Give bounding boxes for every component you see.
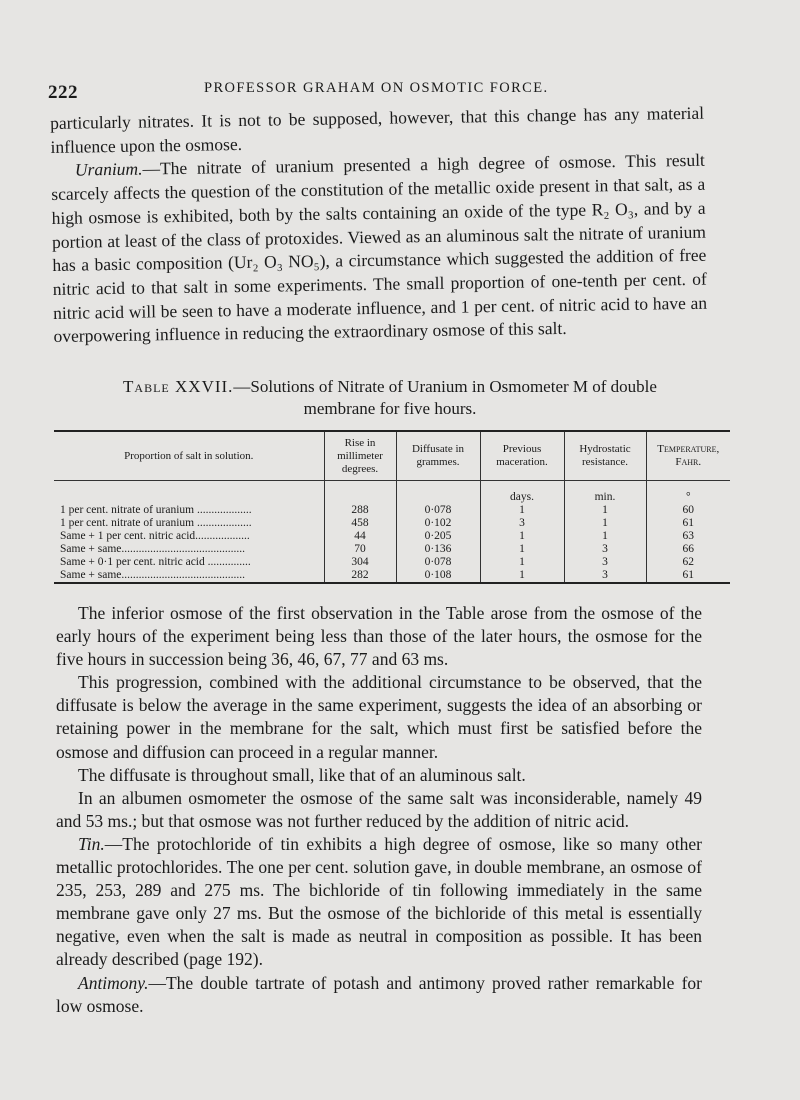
cell-rise: 288 xyxy=(324,504,396,517)
cell-maceration: 1 xyxy=(480,530,564,543)
paragraph-text: In an albumen osmometer the osmose of the same salt was inconsiderable, namely 49 and 53 ms.; but that osmose was not further reduced by the addition of nitric acid. xyxy=(56,787,702,831)
table-caption xyxy=(60,376,720,420)
unit-cell: ° xyxy=(646,481,730,505)
cell-rise: 70 xyxy=(324,543,396,556)
paragraph-text: —The protochloride of tin exhibits a high degree of osmose, like so many other metallic protochlorides. The one per cent. solution gave, in double membrane, an osmose of 235, 253, 289 and 275 ms. The bichloride of tin following immediately in the same membrane gave only 27 ms. But the osmose of the bichloride of this metal is essentially negative, even when the salt is made as neutral in composition as possible. It has been already described (page 192). xyxy=(56,833,702,970)
cell-resistance: 1 xyxy=(564,530,646,543)
table-row xyxy=(54,517,730,530)
paragraph-text: —The nitrate of uranium presented a high degree of osmose. This result scarcely affects the question of the constitution of the metallic oxide present in that salt, as a high osmose is exhibited, both by the salts containing an oxide of the type R₂ O₃, and by a portion at least of the class of protoxides. Viewed as an aluminous salt the nitrate of uranium has a basic composition (Ur₂ O₃ NO₅), a circumstance which suggested the addition of free nitric acid to that salt in some experiments. The small proportion of one-tenth per cent. of nitric acid will be seen to have a moderate influence, and 1 per cent. of nitric acid to have an overpowering influence in reducing the extraordinary osmose of this salt. xyxy=(51,150,708,347)
lower-text-block xyxy=(56,602,702,1018)
cell-temperature: 60 xyxy=(646,504,730,517)
cell-maceration: 1 xyxy=(480,569,564,583)
cell-resistance: 3 xyxy=(564,569,646,583)
paragraph-text: —The double tartrate of potash and antimony proved rather remarkable for low osmose. xyxy=(56,972,702,1016)
cell-maceration: 3 xyxy=(480,517,564,530)
cell-resistance: 1 xyxy=(564,517,646,530)
cell-diffusate: 0·078 xyxy=(396,504,480,517)
cell-resistance: 3 xyxy=(564,556,646,569)
cell-diffusate: 0·108 xyxy=(396,569,480,583)
cell-proportion: Same + 1 per cent. nitric acid................... xyxy=(60,530,250,542)
column-header: Hydrostatic resistance. xyxy=(564,431,646,481)
cell-proportion: Same + same........................................... xyxy=(60,569,246,581)
cell-resistance: 1 xyxy=(564,504,646,517)
table-row xyxy=(54,543,730,556)
paragraph-text: The diffusate is throughout small, like that of an aluminous salt. xyxy=(78,764,526,785)
table-label: Table XXVII. xyxy=(123,377,234,396)
paragraph-lead: Tin. xyxy=(78,833,105,854)
upper-text-block xyxy=(50,102,708,349)
cell-rise: 304 xyxy=(324,556,396,569)
unit-cell: min. xyxy=(564,481,646,505)
cell-temperature: 62 xyxy=(646,556,730,569)
unit-cell xyxy=(396,481,480,505)
paragraph-lead: Uranium. xyxy=(74,158,143,181)
paragraph-tin xyxy=(56,833,702,972)
table-header-row xyxy=(54,431,730,481)
paragraph-lead: Antimony. xyxy=(78,972,149,993)
paragraph-uranium xyxy=(51,149,708,349)
table-row xyxy=(54,556,730,569)
paragraph xyxy=(56,764,702,787)
page-header xyxy=(48,78,748,104)
cell-proportion: 1 per cent. nitrate of uranium ................... xyxy=(60,504,252,516)
unit-cell xyxy=(54,481,324,505)
table-row xyxy=(54,530,730,543)
cell-proportion: 1 per cent. nitrate of uranium ................... xyxy=(60,517,252,529)
unit-cell xyxy=(324,481,396,505)
column-header: Proportion of salt in solution. xyxy=(54,431,324,481)
cell-diffusate: 0·078 xyxy=(396,556,480,569)
units-row xyxy=(54,481,730,505)
paragraph-text: This progression, combined with the additional circumstance to be observed, that the diffusate is below the average in the same experiment, suggests the idea of an absorbing or retaining power in the membrane for the salt, which must first be satisfied before the osmose and diffusion can proceed in a regular manner. xyxy=(56,672,702,762)
paragraph-text: particularly nitrates. It is not to be supposed, however, that this change has any material influence upon the osmose. xyxy=(50,102,705,157)
paragraph-antimony xyxy=(56,972,702,1018)
cell-maceration: 1 xyxy=(480,504,564,517)
column-header: Rise in millimeter degrees. xyxy=(324,431,396,481)
cell-rise: 282 xyxy=(324,569,396,583)
cell-diffusate: 0·136 xyxy=(396,543,480,556)
cell-proportion: Same + same........................................... xyxy=(60,543,246,555)
cell-diffusate: 0·102 xyxy=(396,517,480,530)
unit-cell: days. xyxy=(480,481,564,505)
paragraph xyxy=(56,671,702,763)
cell-rise: 44 xyxy=(324,530,396,543)
paragraph xyxy=(56,602,702,671)
cell-rise: 458 xyxy=(324,517,396,530)
data-table xyxy=(54,430,730,584)
column-header: Previous maceration. xyxy=(480,431,564,481)
running-head: PROFESSOR GRAHAM ON OSMOTIC FORCE. xyxy=(204,80,549,96)
paragraph-text: The inferior osmose of the first observation in the Table arose from the osmose of the early hours of the experiment being less than those of the later hours, the osmose for the five hours in succession being 36, 46, 67, 77 and 63 ms. xyxy=(56,603,702,670)
cell-temperature: 61 xyxy=(646,569,730,583)
cell-proportion: Same + 0·1 per cent. nitric acid ............... xyxy=(60,556,251,568)
table-row xyxy=(54,569,730,583)
cell-resistance: 3 xyxy=(564,543,646,556)
cell-maceration: 1 xyxy=(480,556,564,569)
column-header: Temperature, Fahr. xyxy=(646,431,730,481)
column-header: Diffusate in grammes. xyxy=(396,431,480,481)
table-caption-line2: membrane for five hours. xyxy=(303,399,477,418)
paragraph xyxy=(56,787,702,833)
cell-temperature: 61 xyxy=(646,517,730,530)
cell-temperature: 63 xyxy=(646,530,730,543)
table-caption-line1: —Solutions of Nitrate of Uranium in Osmometer M of double xyxy=(233,377,657,396)
cell-temperature: 66 xyxy=(646,543,730,556)
cell-diffusate: 0·205 xyxy=(396,530,480,543)
table-row xyxy=(54,504,730,517)
cell-maceration: 1 xyxy=(480,543,564,556)
page-number: 222 xyxy=(48,82,78,103)
